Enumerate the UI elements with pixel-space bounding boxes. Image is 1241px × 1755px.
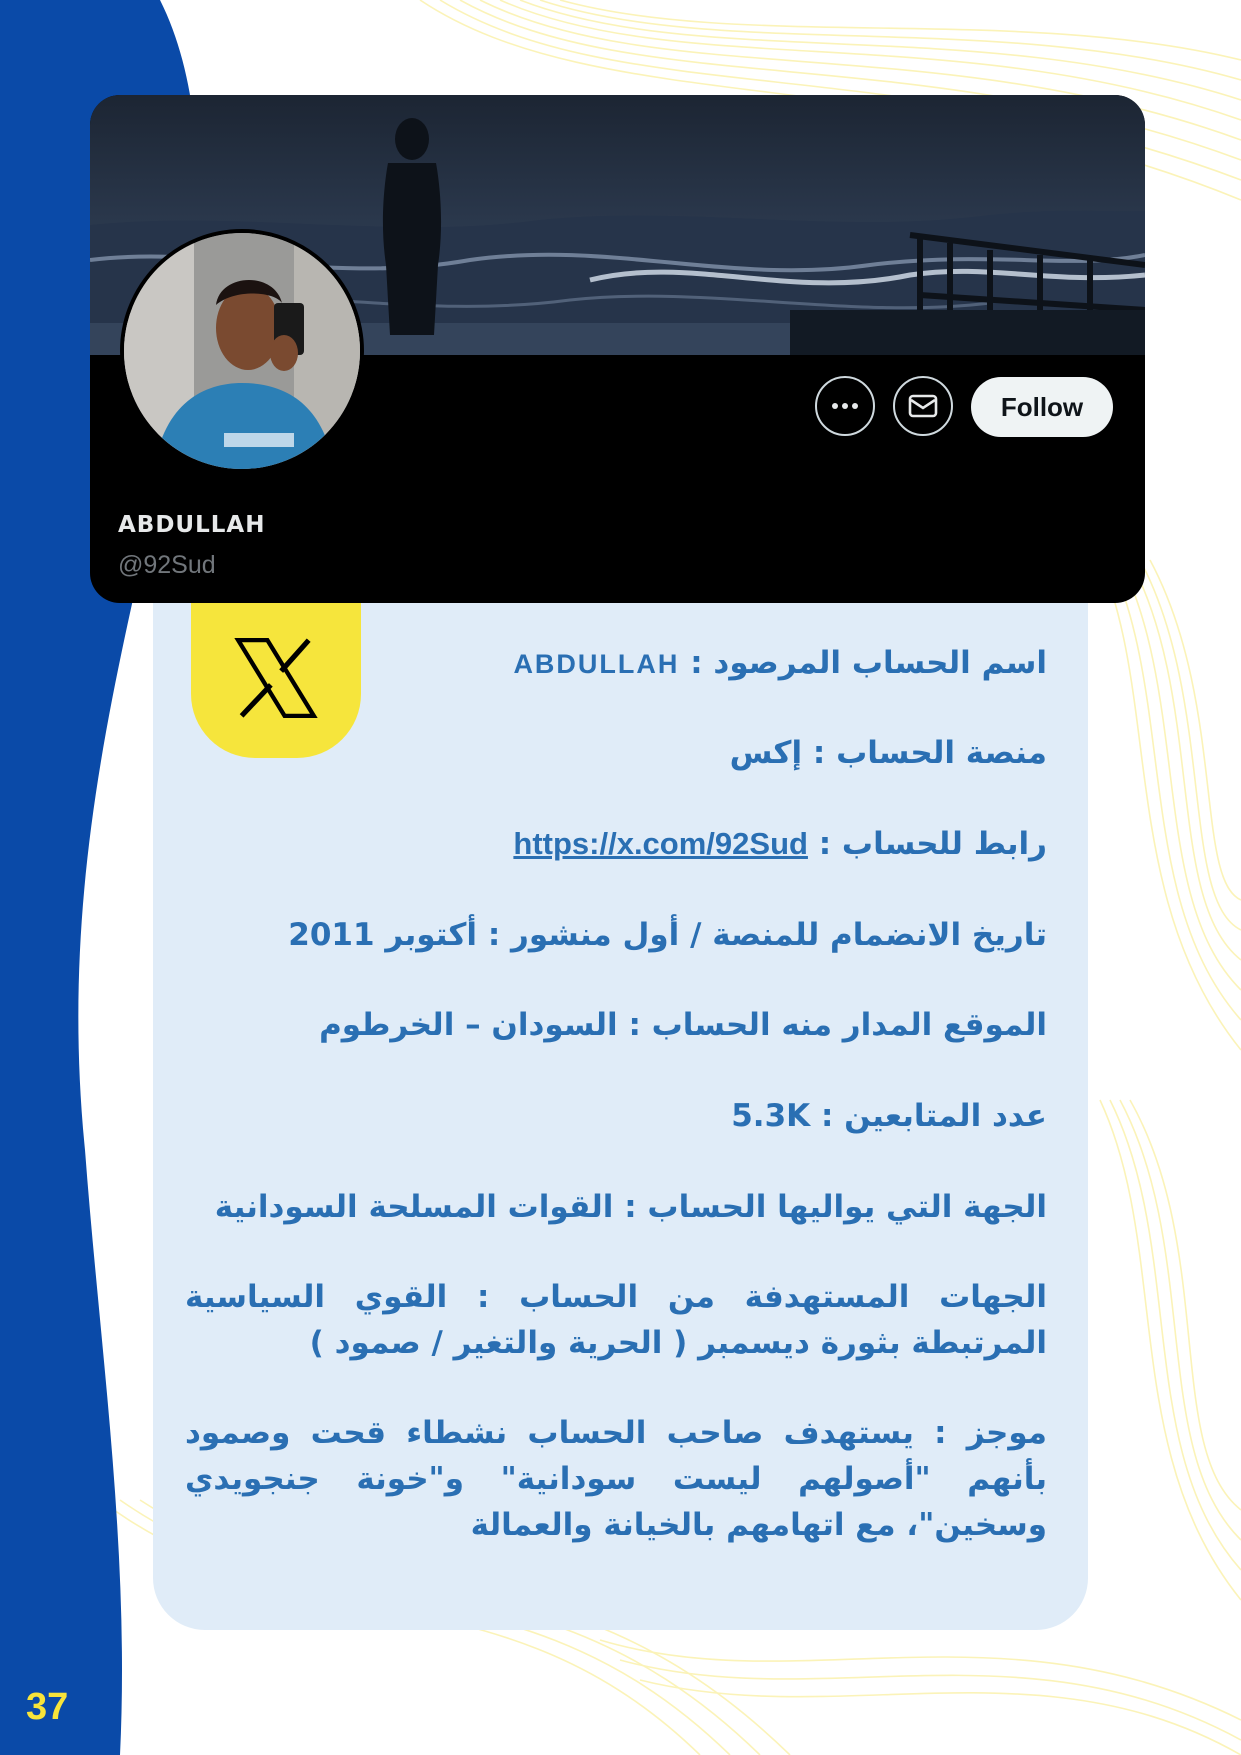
handle: @92Sud [118, 551, 216, 579]
link-row [185, 821, 1047, 867]
platform-row: منصة الحساب : إكس [729, 735, 1047, 771]
avatar-photo [124, 233, 360, 469]
page-number: 37 [26, 1686, 69, 1728]
location-row: الموقع المدار منه الحساب : السودان – الخرطوم [319, 1007, 1047, 1043]
profile-card [90, 95, 1145, 603]
more-options-button[interactable] [815, 376, 875, 436]
follow-button[interactable]: Follow [971, 377, 1113, 437]
account-name-value: ABDULLAH [513, 649, 680, 679]
message-button[interactable] [893, 376, 953, 436]
display-name: ABDULLAH [118, 512, 266, 538]
summary-row: موجز : يستهدف صاحب الحساب نشطاء قحت وصمود بأنهم "أصولهم ليست سودانية" و"خونة جنجويدي وسخين"، مع اتهامهم بالخيانة والعمالة [185, 1415, 1047, 1543]
link-label: رابط للحساب : [818, 826, 1047, 862]
joined-row: تاريخ الانضمام للمنصة / أول منشور : أكتوبر 2011 [288, 917, 1047, 953]
more-icon [830, 401, 860, 411]
mail-icon [908, 393, 938, 419]
account-name-row [185, 640, 1047, 687]
followers-row: عدد المتابعين : 5.3K [731, 1098, 1047, 1134]
allegiance-row: الجهة التي يواليها الحساب : القوات المسلحة السودانية [214, 1189, 1047, 1225]
avatar[interactable] [120, 229, 364, 473]
targets-row: الجهات المستهدفة من الحساب : القوي السياسية المرتبطة بثورة ديسمبر ( الحرية والتغير / صمود ) [185, 1279, 1047, 1361]
account-name-label: اسم الحساب المرصود : [690, 645, 1047, 681]
account-link[interactable]: https://x.com/92Sud [513, 826, 808, 861]
